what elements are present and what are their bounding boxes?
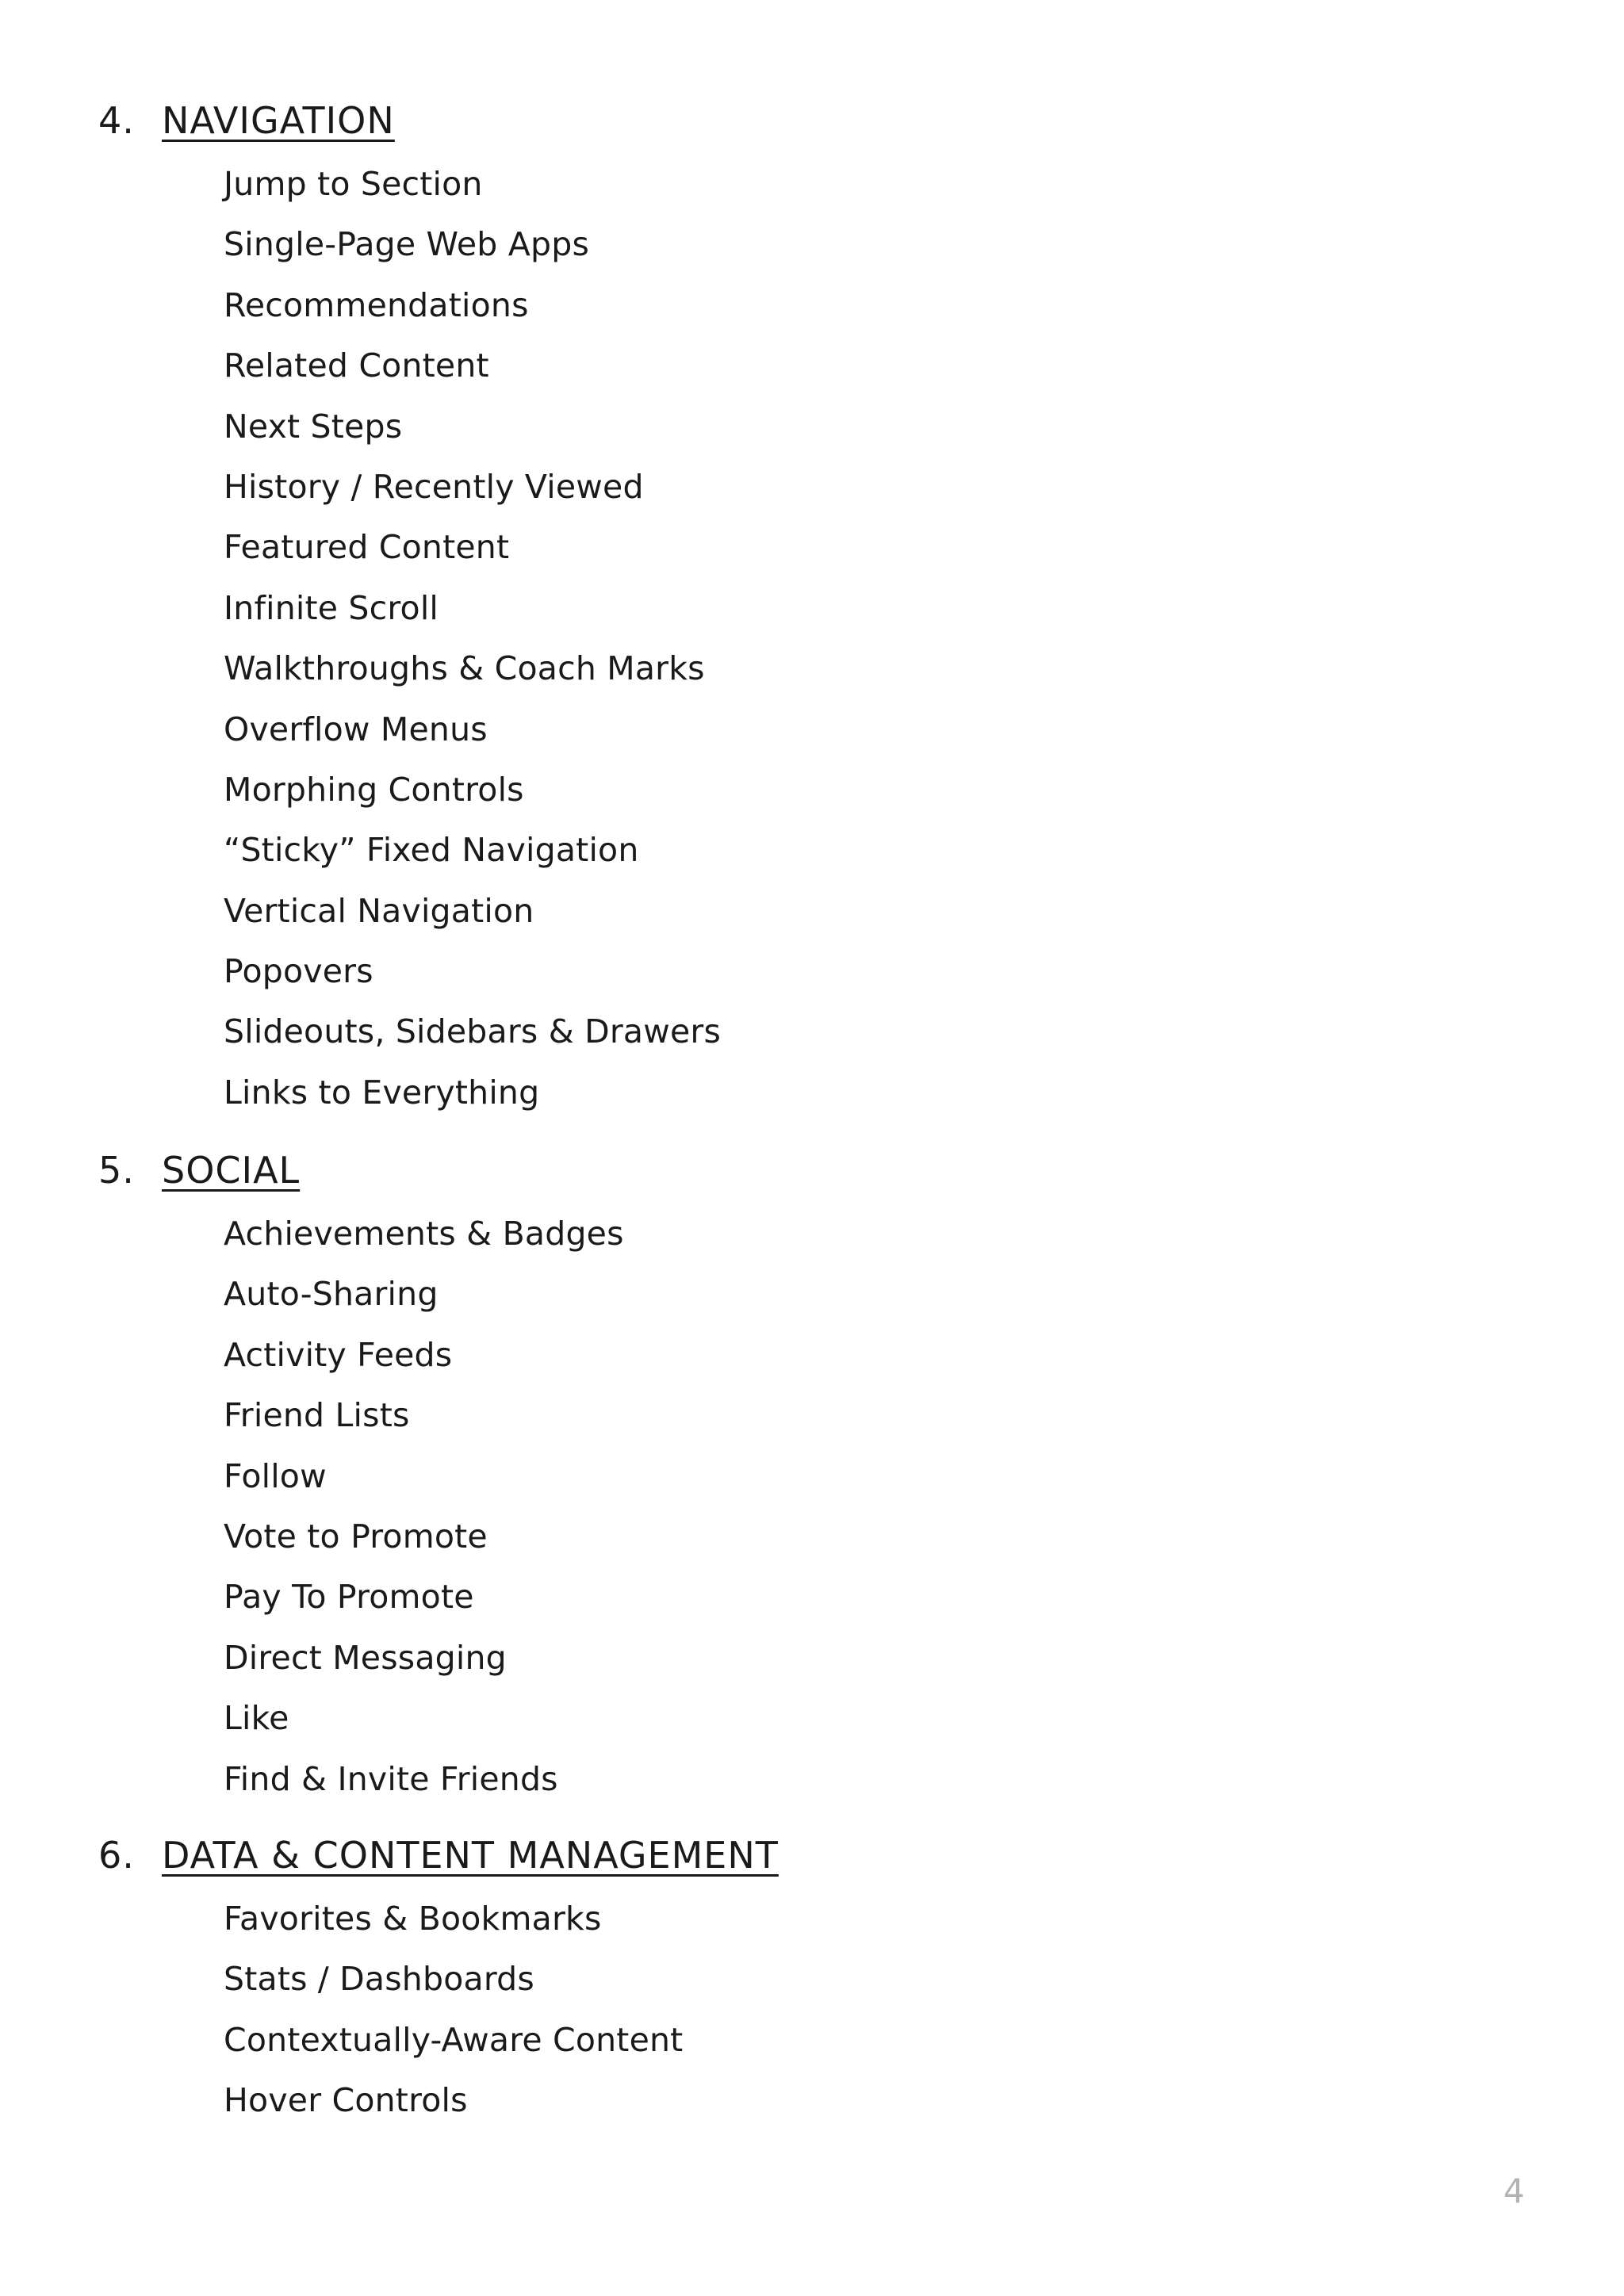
list-item: Walkthroughs & Coach Marks bbox=[224, 649, 705, 688]
list-item: Find & Invite Friends bbox=[224, 1759, 558, 1798]
list-item: Achievements & Badges bbox=[224, 1215, 624, 1253]
list-item: Favorites & Bookmarks bbox=[224, 1900, 602, 1938]
section-title: SOCIAL bbox=[162, 1149, 301, 1192]
list-item: Vertical Navigation bbox=[224, 891, 534, 930]
list-item: Follow bbox=[224, 1456, 327, 1495]
section-heading bbox=[98, 1827, 779, 1884]
section-number: 6. bbox=[98, 1834, 135, 1877]
section-heading bbox=[98, 1142, 300, 1199]
list-item: “Sticky” Fixed Navigation bbox=[224, 831, 639, 870]
list-item: Vote to Promote bbox=[224, 1517, 488, 1556]
list-item: Links to Everything bbox=[224, 1073, 540, 1112]
list-item: Stats / Dashboards bbox=[224, 1960, 534, 1999]
list-item: Hover Controls bbox=[224, 2081, 468, 2120]
list-item: Pay To Promote bbox=[224, 1578, 474, 1617]
section-heading bbox=[98, 92, 395, 149]
social-item-list bbox=[224, 1203, 624, 1809]
list-item: Jump to Section bbox=[224, 165, 483, 203]
list-item: History / Recently Viewed bbox=[224, 467, 644, 506]
list-item: Infinite Scroll bbox=[224, 588, 439, 627]
list-item: Activity Feeds bbox=[224, 1335, 453, 1374]
list-item: Auto-Sharing bbox=[224, 1275, 439, 1314]
section-title: DATA & CONTENT MANAGEMENT bbox=[162, 1834, 779, 1877]
data-content-item-list bbox=[224, 1888, 683, 2131]
list-item: Popovers bbox=[224, 952, 373, 991]
section-title: NAVIGATION bbox=[162, 99, 395, 142]
list-item: Recommendations bbox=[224, 285, 529, 324]
list-item: Related Content bbox=[224, 346, 489, 385]
page-number: 4 bbox=[1503, 2172, 1525, 2210]
list-item: Overflow Menus bbox=[224, 710, 488, 748]
navigation-item-list bbox=[224, 154, 721, 1123]
list-item: Slideouts, Sidebars & Drawers bbox=[224, 1012, 722, 1051]
list-item: Next Steps bbox=[224, 407, 403, 446]
list-item: Featured Content bbox=[224, 528, 510, 567]
list-item: Like bbox=[224, 1699, 289, 1738]
list-item: Friend Lists bbox=[224, 1396, 410, 1435]
section-number: 5. bbox=[98, 1149, 135, 1192]
list-item: Morphing Controls bbox=[224, 770, 524, 809]
list-item: Direct Messaging bbox=[224, 1638, 507, 1677]
list-item: Single-Page Web Apps bbox=[224, 225, 590, 264]
section-number: 4. bbox=[98, 99, 135, 142]
list-item: Contextually-Aware Content bbox=[224, 2020, 684, 2059]
